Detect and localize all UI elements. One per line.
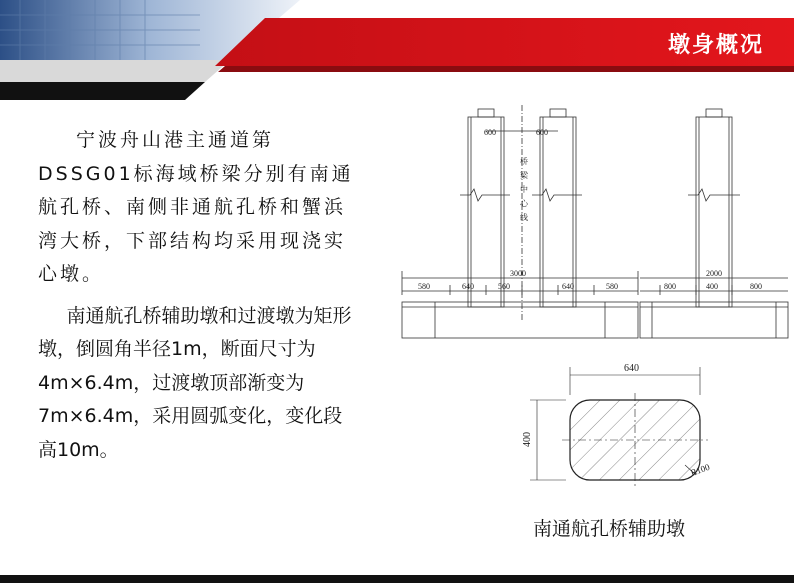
page-title: 墩身概况 <box>667 33 764 58</box>
figure-caption: 南通航孔桥辅助墩 <box>533 518 686 540</box>
body-text <box>38 124 358 467</box>
bottom-rule <box>0 575 794 583</box>
pier-elevation-right <box>640 109 788 338</box>
dim-seg-1: 580 <box>418 282 430 291</box>
dim-total-left: 3000 <box>510 269 526 278</box>
dim-total-right: 2000 <box>706 269 722 278</box>
header-banner <box>0 0 794 100</box>
dim-r-seg-3: 800 <box>750 282 762 291</box>
centerline-label: 桥梁中心线 <box>519 157 529 227</box>
paragraph-2: 南通航孔桥辅助墩和过渡墩为矩形墩，倒圆角半径1m，断面尺寸为4m×6.4m，过渡墩顶部渐变为7m×6.4m，采用圆弧变化，变化段高10m。 <box>38 304 352 461</box>
engineering-drawings <box>390 95 794 515</box>
paragraph-1: 宁波舟山港主通道第DSSG01标海域桥梁分别有南通航孔桥、南侧非通航孔桥和蟹浜湾大桥，下部结构均采用现浇实心墩。 <box>38 129 354 285</box>
pier-elevation-left-labels <box>418 128 618 291</box>
section-height-dim: 400 <box>522 432 533 447</box>
dim-r-seg-1: 800 <box>664 282 676 291</box>
dim-r-seg-2: 400 <box>706 282 718 291</box>
dim-top-left: 600 <box>484 128 496 137</box>
section-width-dim: 640 <box>624 363 639 374</box>
dim-seg-5: 580 <box>606 282 618 291</box>
dim-seg-4: 640 <box>562 282 574 291</box>
dim-seg-3: 560 <box>498 282 510 291</box>
pier-cross-section <box>530 367 708 487</box>
dim-top-right: 600 <box>536 128 548 137</box>
section-radius-label: R100 <box>689 461 712 478</box>
dim-seg-2: 640 <box>462 282 474 291</box>
pier-elevation-right-labels <box>664 269 762 291</box>
